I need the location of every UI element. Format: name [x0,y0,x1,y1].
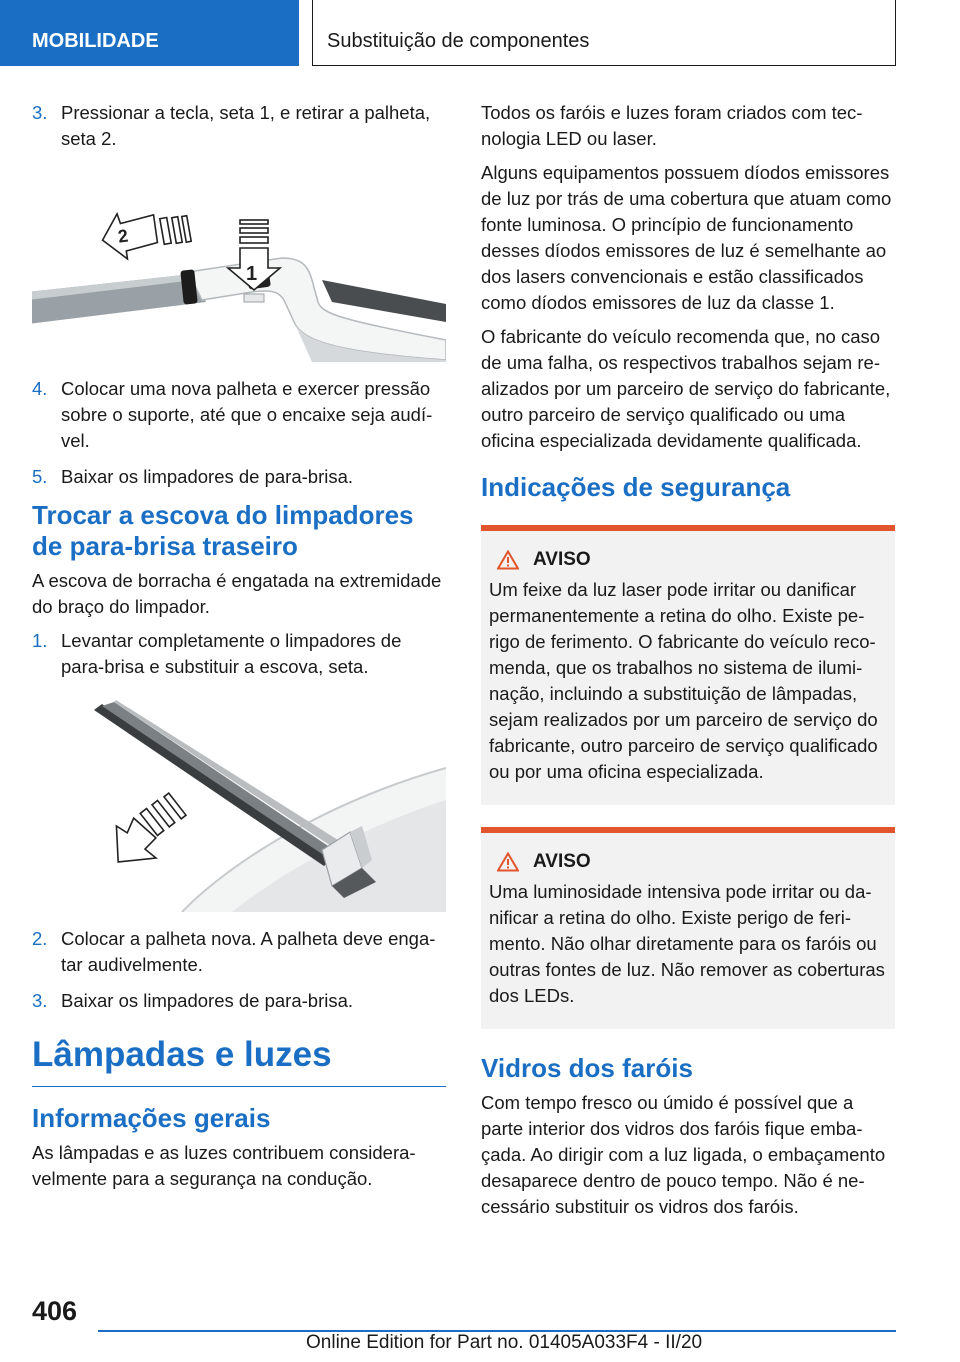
step-number: 2. [32,928,48,949]
step-number: 3. [32,102,48,123]
wiper-release-illustration [32,162,446,362]
step-number: 3. [32,990,48,1011]
step-item [32,628,446,680]
warning-title: AVISO [533,549,591,570]
left-column [32,100,446,1200]
page-number: 406 [32,1296,78,1326]
step-text: Pressionar a tecla, seta 1, e retirar a palheta, seta 2. [61,102,431,149]
arrow-label-2: 2 [116,225,130,247]
warning-header [489,851,887,873]
warning-header [489,549,887,571]
warning-triangle-icon [497,852,519,872]
paragraph: O fabricante do veículo recomenda que, no caso de uma falha, os respectivos trabalhos sejam realizados por um parceiro de serviço do fabricante, outro parceiro de serviço qualificado ou uma oficina especializada devidamente qualificada. [481,326,891,451]
general-info-text: As lâmpadas e as luzes contribuem consideravelmente para a segurança na condução. [32,1142,416,1189]
step-number: 5. [32,466,48,487]
step-text: Baixar os limpadores de para-brisa. [61,990,354,1011]
footer-edition: Online Edition for Part no. 01405A033F4 - II/20 [306,1332,703,1353]
heading-headlight-glass: Vidros dos faróis [481,1053,693,1083]
step-number: 1. [32,630,48,651]
wiper-release-figure [32,162,446,362]
rear-wiper-intro: A escova de borracha é engatada na extremidade do braço do limpador. [32,570,442,617]
warning-box [481,525,895,805]
paragraph: Alguns equipamentos possuem díodos emissores de luz por trás de uma cobertura que atuam como fonte luminosa. O princípio de funcionamento desses díodos emissores de luz é semelhante ao dos lasers convencionais e estão classificados como díodos emissores de luz da classe 1. [481,162,892,313]
step-text: Colocar a palheta nova. A palheta deve engatar audivelmente. [61,928,436,975]
warning-title: AVISO [533,851,591,872]
paragraph: Todos os faróis e luzes foram criados com tecnologia LED ou laser. [481,102,863,149]
warning-text: Um feixe da luz laser pode irritar ou danificar permanentemente a retina do olho. Existe perigo de ferimento. O fabricante do veículo recomenda, que os trabalhos no sistema de iluminação, incluindo a substituição de lâmpadas, sejam realizados por um parceiro de serviço do fabricante, outro parceiro de serviço qualificado ou por uma oficina especializada. [489,579,878,782]
arrow-label-1: 1 [246,263,258,285]
section-tab: MOBILIDADE [0,0,299,66]
heading-rear-wiper: Trocar a escova do limpadores de para-brisa traseiro [32,500,414,561]
step-item [32,926,446,978]
heading-general-info: Informações gerais [32,1103,271,1133]
step-text: Colocar uma nova palheta e exercer pressão sobre o suporte, até que o encaixe seja audível. [61,378,433,451]
step-number: 4. [32,378,48,399]
warning-text: Uma luminosidade intensiva pode irritar ou danificar a retina do olho. Existe perigo de ferimento. Não olhar diretamente para os faróis ou outras fontes de luz. Não remover as coberturas dos LEDs. [489,881,885,1006]
headlight-glass-text: Com tempo fresco ou úmido é possível que a parte interior dos vidros dos faróis fique embaçada. Ao dirigir com a luz ligada, o embaçamento desaparece dentro de pouco tempo. Não é necessário substituir os vidros dos faróis. [481,1092,886,1217]
heading-safety: Indicações de segurança [481,472,791,502]
chapter-title: Substituição de componentes [312,0,896,66]
step-item [32,100,446,152]
step-item [32,988,446,1014]
rear-wiper-illustration [32,690,446,912]
step-item [32,376,446,454]
page-header [0,0,960,66]
step-item [32,464,446,490]
right-column [481,100,895,1228]
heading-lamps: Lâmpadas e luzes [32,1034,446,1087]
rear-wiper-figure [32,690,446,912]
step-text: Levantar completamente o limpadores de para-brisa e substituir a escova, seta. [61,630,402,677]
step-text: Baixar os limpadores de para-brisa. [61,466,354,487]
warning-triangle-icon [497,550,519,570]
warning-box [481,827,895,1029]
